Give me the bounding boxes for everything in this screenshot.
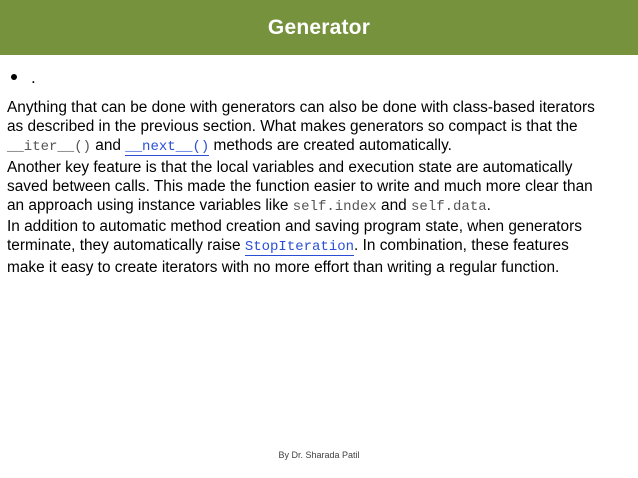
- line-text: .: [486, 197, 491, 215]
- line-text: as described in the previous section. What makes generators so compact is that the: [7, 118, 578, 136]
- line-text: make it easy to create iterators with no more effort than writing a regular function.: [7, 258, 560, 276]
- body-line: [7, 158, 635, 177]
- body-line: [7, 177, 635, 196]
- line-text: terminate, they automatically raise: [7, 237, 245, 255]
- line-text: Another key feature is that the local variables and execution state are automatically: [7, 158, 573, 176]
- line-text: and: [376, 197, 412, 215]
- body-line: [7, 236, 635, 257]
- code-link-stopiteration[interactable]: StopIteration: [244, 239, 355, 256]
- body-paragraph: [7, 98, 635, 277]
- body-line: [7, 217, 635, 236]
- code-self-data: self.data: [411, 199, 487, 216]
- code-iter: __iter__(): [7, 139, 92, 156]
- line-text: In addition to automatic method creation and saving program state, when generators: [7, 218, 582, 236]
- body-line: [7, 258, 635, 277]
- body-line: [7, 196, 635, 217]
- bullet-icon: [11, 74, 17, 80]
- line-text: methods are created automatically.: [209, 137, 452, 155]
- code-self-index: self.index: [292, 199, 377, 216]
- bullet-item: [11, 68, 36, 88]
- code-link-next[interactable]: __next__(): [125, 139, 210, 156]
- footer-credit: By Dr. Sharada Patil: [278, 450, 360, 460]
- bullet-text: .: [31, 68, 36, 87]
- line-text: saved between calls. This made the function easier to write and much more clear than: [7, 177, 593, 195]
- line-text: Anything that can be done with generators can also be done with class-based iterators: [7, 99, 595, 116]
- line-text: an approach using instance variables like: [7, 197, 293, 215]
- line-text: and: [91, 137, 126, 155]
- body-line: [7, 98, 635, 117]
- line-text: . In combination, these features: [354, 237, 569, 255]
- body-line: [7, 136, 635, 157]
- title-bar: [0, 0, 638, 55]
- body-line: [7, 117, 635, 136]
- slide-title: Generator: [267, 15, 371, 39]
